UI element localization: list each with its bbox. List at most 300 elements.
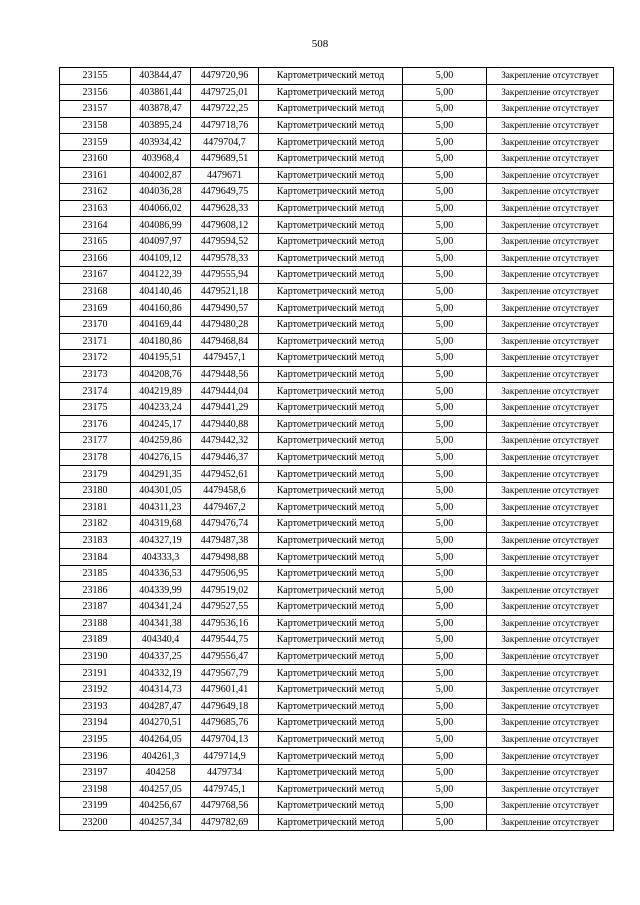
x-coordinate-cell: 404314,73 (131, 681, 191, 698)
accuracy-cell: 5,00 (403, 267, 487, 284)
table-row (60, 516, 614, 533)
fixing-cell: Закрепление отсутствует (487, 300, 614, 317)
table-row (60, 698, 614, 715)
table-row (60, 150, 614, 167)
y-coordinate-cell: 4479704,13 (191, 731, 259, 748)
table-body (60, 68, 614, 831)
fixing-cell: Закрепление отсутствует (487, 416, 614, 433)
table-row (60, 333, 614, 350)
method-cell: Картометрический метод (259, 267, 403, 284)
x-coordinate-cell: 403895,24 (131, 117, 191, 134)
y-coordinate-cell: 4479720,96 (191, 68, 259, 85)
method-cell: Картометрический метод (259, 499, 403, 516)
x-coordinate-cell: 404208,76 (131, 366, 191, 383)
fixing-cell: Закрепление отсутствует (487, 184, 614, 201)
point-number-cell: 23185 (60, 565, 131, 582)
point-number-cell: 23199 (60, 798, 131, 815)
fixing-cell: Закрепление отсутствует (487, 599, 614, 616)
point-number-cell: 23187 (60, 599, 131, 616)
fixing-cell: Закрепление отсутствует (487, 632, 614, 649)
fixing-cell: Закрепление отсутствует (487, 466, 614, 483)
x-coordinate-cell: 404270,51 (131, 715, 191, 732)
table-row (60, 499, 614, 516)
table-row (60, 84, 614, 101)
point-number-cell: 23164 (60, 217, 131, 234)
accuracy-cell: 5,00 (403, 250, 487, 267)
y-coordinate-cell: 4479441,29 (191, 399, 259, 416)
method-cell: Картометрический метод (259, 582, 403, 599)
y-coordinate-cell: 4479476,74 (191, 516, 259, 533)
method-cell: Картометрический метод (259, 316, 403, 333)
method-cell: Картометрический метод (259, 399, 403, 416)
accuracy-cell: 5,00 (403, 350, 487, 367)
accuracy-cell: 5,00 (403, 565, 487, 582)
point-number-cell: 23182 (60, 516, 131, 533)
method-cell: Картометрический метод (259, 665, 403, 682)
table-row (60, 582, 614, 599)
fixing-cell: Закрепление отсутствует (487, 764, 614, 781)
accuracy-cell: 5,00 (403, 466, 487, 483)
y-coordinate-cell: 4479782,69 (191, 814, 259, 831)
method-cell: Картометрический метод (259, 731, 403, 748)
method-cell: Картометрический метод (259, 300, 403, 317)
table-row (60, 781, 614, 798)
table-row (60, 482, 614, 499)
x-coordinate-cell: 404341,38 (131, 615, 191, 632)
x-coordinate-cell: 404245,17 (131, 416, 191, 433)
point-number-cell: 23192 (60, 681, 131, 698)
page-number: 508 (311, 38, 329, 50)
y-coordinate-cell: 4479608,12 (191, 217, 259, 234)
table-row (60, 200, 614, 217)
accuracy-cell: 5,00 (403, 200, 487, 217)
y-coordinate-cell: 4479567,79 (191, 665, 259, 682)
y-coordinate-cell: 4479649,18 (191, 698, 259, 715)
fixing-cell: Закрепление отсутствует (487, 117, 614, 134)
accuracy-cell: 5,00 (403, 117, 487, 134)
table-row (60, 350, 614, 367)
accuracy-cell: 5,00 (403, 764, 487, 781)
accuracy-cell: 5,00 (403, 433, 487, 450)
y-coordinate-cell: 4479601,41 (191, 681, 259, 698)
method-cell: Картометрический метод (259, 798, 403, 815)
x-coordinate-cell: 403878,47 (131, 101, 191, 118)
fixing-cell: Закрепление отсутствует (487, 167, 614, 184)
fixing-cell: Закрепление отсутствует (487, 84, 614, 101)
x-coordinate-cell: 404333,3 (131, 549, 191, 566)
table-row (60, 250, 614, 267)
method-cell: Картометрический метод (259, 250, 403, 267)
x-coordinate-cell: 404340,4 (131, 632, 191, 649)
table-row (60, 117, 614, 134)
x-coordinate-cell: 404160,86 (131, 300, 191, 317)
point-number-cell: 23200 (60, 814, 131, 831)
table-row (60, 648, 614, 665)
method-cell: Картометрический метод (259, 814, 403, 831)
point-number-cell: 23175 (60, 399, 131, 416)
y-coordinate-cell: 4479487,38 (191, 532, 259, 549)
y-coordinate-cell: 4479556,47 (191, 648, 259, 665)
y-coordinate-cell: 4479442,32 (191, 433, 259, 450)
point-number-cell: 23173 (60, 366, 131, 383)
fixing-cell: Закрепление отсутствует (487, 350, 614, 367)
fixing-cell: Закрепление отсутствует (487, 283, 614, 300)
accuracy-cell: 5,00 (403, 68, 487, 85)
point-number-cell: 23156 (60, 84, 131, 101)
accuracy-cell: 5,00 (403, 748, 487, 765)
y-coordinate-cell: 4479578,33 (191, 250, 259, 267)
accuracy-cell: 5,00 (403, 814, 487, 831)
x-coordinate-cell: 404122,39 (131, 267, 191, 284)
y-coordinate-cell: 4479468,84 (191, 333, 259, 350)
table-row (60, 814, 614, 831)
x-coordinate-cell: 404311,23 (131, 499, 191, 516)
table-row (60, 134, 614, 151)
y-coordinate-cell: 4479685,76 (191, 715, 259, 732)
table-row (60, 599, 614, 616)
point-number-cell: 23170 (60, 316, 131, 333)
x-coordinate-cell: 404233,24 (131, 399, 191, 416)
method-cell: Картометрический метод (259, 433, 403, 450)
point-number-cell: 23160 (60, 150, 131, 167)
accuracy-cell: 5,00 (403, 416, 487, 433)
table-row (60, 715, 614, 732)
fixing-cell: Закрепление отсутствует (487, 134, 614, 151)
method-cell: Картометрический метод (259, 516, 403, 533)
point-number-cell: 23163 (60, 200, 131, 217)
fixing-cell: Закрепление отсутствует (487, 383, 614, 400)
y-coordinate-cell: 4479448,56 (191, 366, 259, 383)
method-cell: Картометрический метод (259, 599, 403, 616)
point-number-cell: 23193 (60, 698, 131, 715)
point-number-cell: 23158 (60, 117, 131, 134)
point-number-cell: 23167 (60, 267, 131, 284)
x-coordinate-cell: 403968,4 (131, 150, 191, 167)
fixing-cell: Закрепление отсутствует (487, 532, 614, 549)
method-cell: Картометрический метод (259, 648, 403, 665)
table-row (60, 366, 614, 383)
y-coordinate-cell: 4479745,1 (191, 781, 259, 798)
x-coordinate-cell: 404264,05 (131, 731, 191, 748)
x-coordinate-cell: 404109,12 (131, 250, 191, 267)
accuracy-cell: 5,00 (403, 698, 487, 715)
point-number-cell: 23176 (60, 416, 131, 433)
point-number-cell: 23174 (60, 383, 131, 400)
method-cell: Картометрический метод (259, 350, 403, 367)
accuracy-cell: 5,00 (403, 731, 487, 748)
fixing-cell: Закрепление отсутствует (487, 748, 614, 765)
method-cell: Картометрический метод (259, 466, 403, 483)
y-coordinate-cell: 4479704,7 (191, 134, 259, 151)
accuracy-cell: 5,00 (403, 516, 487, 533)
fixing-cell: Закрепление отсутствует (487, 200, 614, 217)
fixing-cell: Закрепление отсутствует (487, 698, 614, 715)
table-row (60, 267, 614, 284)
accuracy-cell: 5,00 (403, 383, 487, 400)
y-coordinate-cell: 4479467,2 (191, 499, 259, 516)
point-number-cell: 23162 (60, 184, 131, 201)
accuracy-cell: 5,00 (403, 781, 487, 798)
accuracy-cell: 5,00 (403, 648, 487, 665)
table-row (60, 300, 614, 317)
table-row (60, 798, 614, 815)
method-cell: Картометрический метод (259, 217, 403, 234)
fixing-cell: Закрепление отсутствует (487, 150, 614, 167)
x-coordinate-cell: 404341,24 (131, 599, 191, 616)
y-coordinate-cell: 4479594,52 (191, 233, 259, 250)
y-coordinate-cell: 4479480,28 (191, 316, 259, 333)
y-coordinate-cell: 4479498,88 (191, 549, 259, 566)
fixing-cell: Закрепление отсутствует (487, 333, 614, 350)
point-number-cell: 23183 (60, 532, 131, 549)
table-row (60, 416, 614, 433)
method-cell: Картометрический метод (259, 333, 403, 350)
table-row (60, 632, 614, 649)
point-number-cell: 23186 (60, 582, 131, 599)
accuracy-cell: 5,00 (403, 167, 487, 184)
accuracy-cell: 5,00 (403, 715, 487, 732)
x-coordinate-cell: 404327,19 (131, 532, 191, 549)
method-cell: Картометрический метод (259, 549, 403, 566)
point-number-cell: 23178 (60, 449, 131, 466)
fixing-cell: Закрепление отсутствует (487, 68, 614, 85)
point-number-cell: 23184 (60, 549, 131, 566)
fixing-cell: Закрепление отсутствует (487, 316, 614, 333)
table-row (60, 68, 614, 85)
table-row (60, 681, 614, 698)
accuracy-cell: 5,00 (403, 681, 487, 698)
table-row (60, 565, 614, 582)
fixing-cell: Закрепление отсутствует (487, 101, 614, 118)
y-coordinate-cell: 4479527,55 (191, 599, 259, 616)
point-number-cell: 23169 (60, 300, 131, 317)
point-number-cell: 23157 (60, 101, 131, 118)
x-coordinate-cell: 403861,44 (131, 84, 191, 101)
y-coordinate-cell: 4479444,04 (191, 383, 259, 400)
y-coordinate-cell: 4479689,51 (191, 150, 259, 167)
method-cell: Картометрический метод (259, 416, 403, 433)
accuracy-cell: 5,00 (403, 632, 487, 649)
method-cell: Картометрический метод (259, 781, 403, 798)
x-coordinate-cell: 404086,99 (131, 217, 191, 234)
accuracy-cell: 5,00 (403, 599, 487, 616)
method-cell: Картометрический метод (259, 283, 403, 300)
point-number-cell: 23191 (60, 665, 131, 682)
x-coordinate-cell: 404066,02 (131, 200, 191, 217)
accuracy-cell: 5,00 (403, 582, 487, 599)
fixing-cell: Закрепление отсутствует (487, 814, 614, 831)
point-number-cell: 23197 (60, 764, 131, 781)
x-coordinate-cell: 404291,35 (131, 466, 191, 483)
table-row (60, 665, 614, 682)
accuracy-cell: 5,00 (403, 482, 487, 499)
x-coordinate-cell: 404140,46 (131, 283, 191, 300)
point-number-cell: 23189 (60, 632, 131, 649)
accuracy-cell: 5,00 (403, 449, 487, 466)
y-coordinate-cell: 4479722,25 (191, 101, 259, 118)
accuracy-cell: 5,00 (403, 184, 487, 201)
y-coordinate-cell: 4479734 (191, 764, 259, 781)
table-row (60, 449, 614, 466)
point-number-cell: 23172 (60, 350, 131, 367)
coordinates-table (59, 67, 614, 831)
table-row (60, 615, 614, 632)
y-coordinate-cell: 4479490,57 (191, 300, 259, 317)
y-coordinate-cell: 4479440,88 (191, 416, 259, 433)
point-number-cell: 23181 (60, 499, 131, 516)
fixing-cell: Закрепление отсутствует (487, 582, 614, 599)
fixing-cell: Закрепление отсутствует (487, 648, 614, 665)
point-number-cell: 23161 (60, 167, 131, 184)
x-coordinate-cell: 404169,44 (131, 316, 191, 333)
method-cell: Картометрический метод (259, 698, 403, 715)
method-cell: Картометрический метод (259, 764, 403, 781)
method-cell: Картометрический метод (259, 84, 403, 101)
x-coordinate-cell: 404287,47 (131, 698, 191, 715)
point-number-cell: 23171 (60, 333, 131, 350)
point-number-cell: 23195 (60, 731, 131, 748)
table-row (60, 184, 614, 201)
y-coordinate-cell: 4479521,18 (191, 283, 259, 300)
accuracy-cell: 5,00 (403, 134, 487, 151)
y-coordinate-cell: 4479768,56 (191, 798, 259, 815)
x-coordinate-cell: 404276,15 (131, 449, 191, 466)
y-coordinate-cell: 4479718,76 (191, 117, 259, 134)
table-row (60, 101, 614, 118)
method-cell: Картометрический метод (259, 748, 403, 765)
fixing-cell: Закрепление отсутствует (487, 565, 614, 582)
table-row (60, 383, 614, 400)
y-coordinate-cell: 4479544,75 (191, 632, 259, 649)
method-cell: Картометрический метод (259, 482, 403, 499)
accuracy-cell: 5,00 (403, 316, 487, 333)
table-row (60, 316, 614, 333)
point-number-cell: 23190 (60, 648, 131, 665)
fixing-cell: Закрепление отсутствует (487, 399, 614, 416)
method-cell: Картометрический метод (259, 101, 403, 118)
table-row (60, 167, 614, 184)
method-cell: Картометрический метод (259, 233, 403, 250)
fixing-cell: Закрепление отсутствует (487, 499, 614, 516)
y-coordinate-cell: 4479725,01 (191, 84, 259, 101)
point-number-cell: 23177 (60, 433, 131, 450)
x-coordinate-cell: 404180,86 (131, 333, 191, 350)
point-number-cell: 23159 (60, 134, 131, 151)
fixing-cell: Закрепление отсутствует (487, 482, 614, 499)
fixing-cell: Закрепление отсутствует (487, 250, 614, 267)
accuracy-cell: 5,00 (403, 101, 487, 118)
fixing-cell: Закрепление отсутствует (487, 366, 614, 383)
accuracy-cell: 5,00 (403, 366, 487, 383)
fixing-cell: Закрепление отсутствует (487, 449, 614, 466)
method-cell: Картометрический метод (259, 565, 403, 582)
accuracy-cell: 5,00 (403, 665, 487, 682)
table-row (60, 233, 614, 250)
point-number-cell: 23168 (60, 283, 131, 300)
point-number-cell: 23198 (60, 781, 131, 798)
method-cell: Картометрический метод (259, 200, 403, 217)
table-row (60, 399, 614, 416)
table-row (60, 731, 614, 748)
point-number-cell: 23179 (60, 466, 131, 483)
fixing-cell: Закрепление отсутствует (487, 233, 614, 250)
accuracy-cell: 5,00 (403, 84, 487, 101)
x-coordinate-cell: 404036,28 (131, 184, 191, 201)
fixing-cell: Закрепление отсутствует (487, 549, 614, 566)
fixing-cell: Закрепление отсутствует (487, 665, 614, 682)
accuracy-cell: 5,00 (403, 399, 487, 416)
method-cell: Картометрический метод (259, 681, 403, 698)
fixing-cell: Закрепление отсутствует (487, 798, 614, 815)
table-row (60, 466, 614, 483)
method-cell: Картометрический метод (259, 632, 403, 649)
table-row (60, 549, 614, 566)
y-coordinate-cell: 4479506,95 (191, 565, 259, 582)
accuracy-cell: 5,00 (403, 300, 487, 317)
x-coordinate-cell: 404339,99 (131, 582, 191, 599)
y-coordinate-cell: 4479519,02 (191, 582, 259, 599)
x-coordinate-cell: 404002,87 (131, 167, 191, 184)
accuracy-cell: 5,00 (403, 798, 487, 815)
table-row (60, 764, 614, 781)
method-cell: Картометрический метод (259, 366, 403, 383)
y-coordinate-cell: 4479458,6 (191, 482, 259, 499)
x-coordinate-cell: 404195,51 (131, 350, 191, 367)
method-cell: Картометрический метод (259, 615, 403, 632)
fixing-cell: Закрепление отсутствует (487, 615, 614, 632)
y-coordinate-cell: 4479536,16 (191, 615, 259, 632)
fixing-cell: Закрепление отсутствует (487, 731, 614, 748)
method-cell: Картометрический метод (259, 117, 403, 134)
accuracy-cell: 5,00 (403, 532, 487, 549)
x-coordinate-cell: 404301,05 (131, 482, 191, 499)
x-coordinate-cell: 403934,42 (131, 134, 191, 151)
point-number-cell: 23194 (60, 715, 131, 732)
x-coordinate-cell: 404319,68 (131, 516, 191, 533)
method-cell: Картометрический метод (259, 383, 403, 400)
fixing-cell: Закрепление отсутствует (487, 681, 614, 698)
accuracy-cell: 5,00 (403, 499, 487, 516)
x-coordinate-cell: 404257,05 (131, 781, 191, 798)
table-row (60, 433, 614, 450)
point-number-cell: 23165 (60, 233, 131, 250)
x-coordinate-cell: 404219,89 (131, 383, 191, 400)
point-number-cell: 23166 (60, 250, 131, 267)
fixing-cell: Закрепление отсутствует (487, 267, 614, 284)
x-coordinate-cell: 404337,25 (131, 648, 191, 665)
fixing-cell: Закрепление отсутствует (487, 217, 614, 234)
accuracy-cell: 5,00 (403, 615, 487, 632)
table-row (60, 532, 614, 549)
accuracy-cell: 5,00 (403, 150, 487, 167)
y-coordinate-cell: 4479628,33 (191, 200, 259, 217)
x-coordinate-cell: 404336,53 (131, 565, 191, 582)
method-cell: Картометрический метод (259, 449, 403, 466)
method-cell: Картометрический метод (259, 184, 403, 201)
point-number-cell: 23188 (60, 615, 131, 632)
y-coordinate-cell: 4479452,61 (191, 466, 259, 483)
accuracy-cell: 5,00 (403, 217, 487, 234)
fixing-cell: Закрепление отсутствует (487, 433, 614, 450)
y-coordinate-cell: 4479446,37 (191, 449, 259, 466)
table-row (60, 217, 614, 234)
x-coordinate-cell: 404257,34 (131, 814, 191, 831)
method-cell: Картометрический метод (259, 150, 403, 167)
method-cell: Картометрический метод (259, 532, 403, 549)
y-coordinate-cell: 4479649,75 (191, 184, 259, 201)
y-coordinate-cell: 4479714,9 (191, 748, 259, 765)
x-coordinate-cell: 404261,3 (131, 748, 191, 765)
